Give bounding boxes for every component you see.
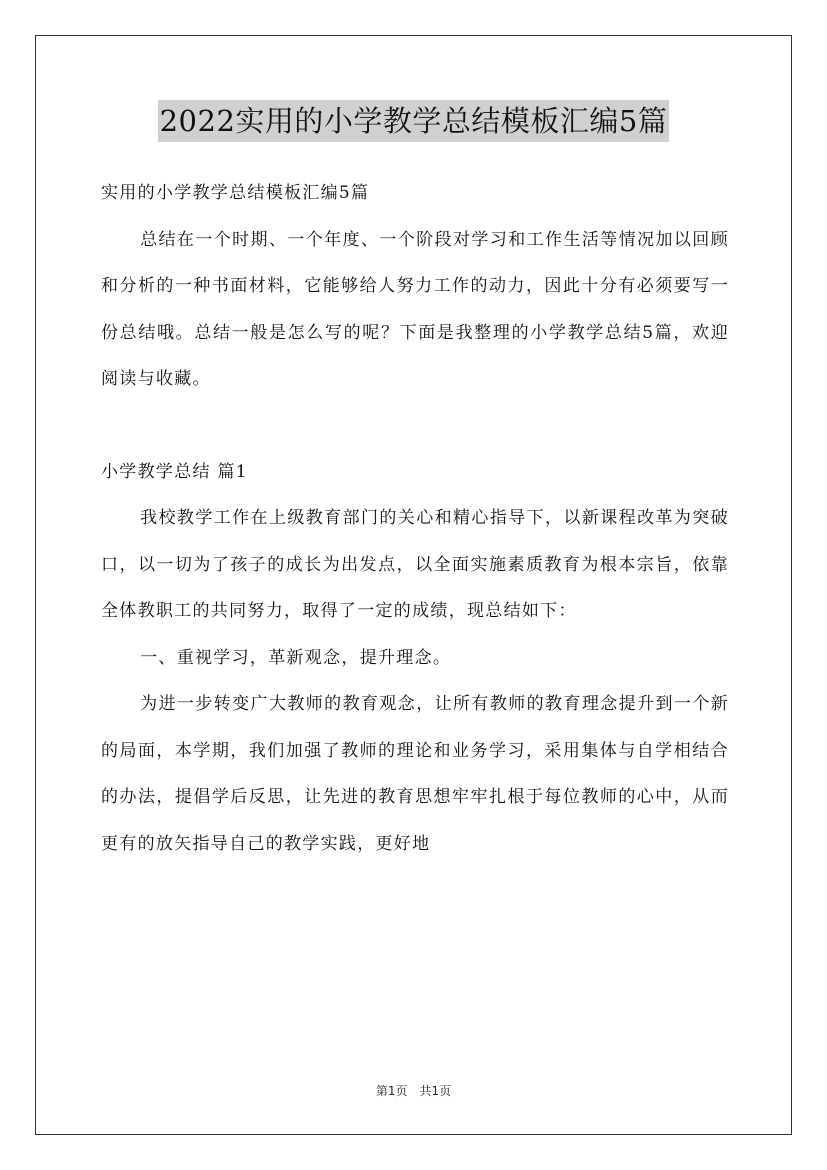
page-total: 共1页 xyxy=(419,1084,452,1098)
point-heading-1: 一、重视学习，革新观念，提升理念。 xyxy=(140,647,452,668)
document-title: 2022实用的小学教学总结模板汇编5篇 xyxy=(158,100,670,142)
section-heading: 小学教学总结 篇1 xyxy=(101,461,248,482)
body-paragraph-2: 为进一步转变广大教师的教育观念，让所有教师的教育理念提升到一个新的局面，本学期，我们加强了教师的理论和业务学习，采用集体与自学相结合的办法，提倡学后反思，让先进的教育思想牢牢扎根于每位教师的心中，从而更有的放矢指导自己的教学实践，更好地 xyxy=(101,694,729,854)
body-paragraph-1: 我校教学工作在上级教育部门的关心和精心指导下，以新课程改革为突破口，以一切为了孩子的成长为出发点，以全面实施素质教育为根本宗旨，依靠全体教职工的共同努力，取得了一定的成绩，现总结如下： xyxy=(101,508,729,621)
title-container xyxy=(0,100,827,142)
page-number: 第1页 xyxy=(375,1084,408,1098)
document-body xyxy=(101,170,729,867)
document-subtitle: 实用的小学教学总结模板汇编5篇 xyxy=(101,183,370,203)
page-footer xyxy=(0,1082,827,1099)
section-gap xyxy=(101,403,729,449)
intro-paragraph: 总结在一个时期、一个年度、一个阶段对学习和工作生活等情况加以回顾和分析的一种书面材料，它能够给人努力工作的动力，因此十分有必须要写一份总结哦。总结一般是怎么写的呢？下面是我整理的小学教学总结5篇，欢迎阅读与收藏。 xyxy=(101,229,729,389)
